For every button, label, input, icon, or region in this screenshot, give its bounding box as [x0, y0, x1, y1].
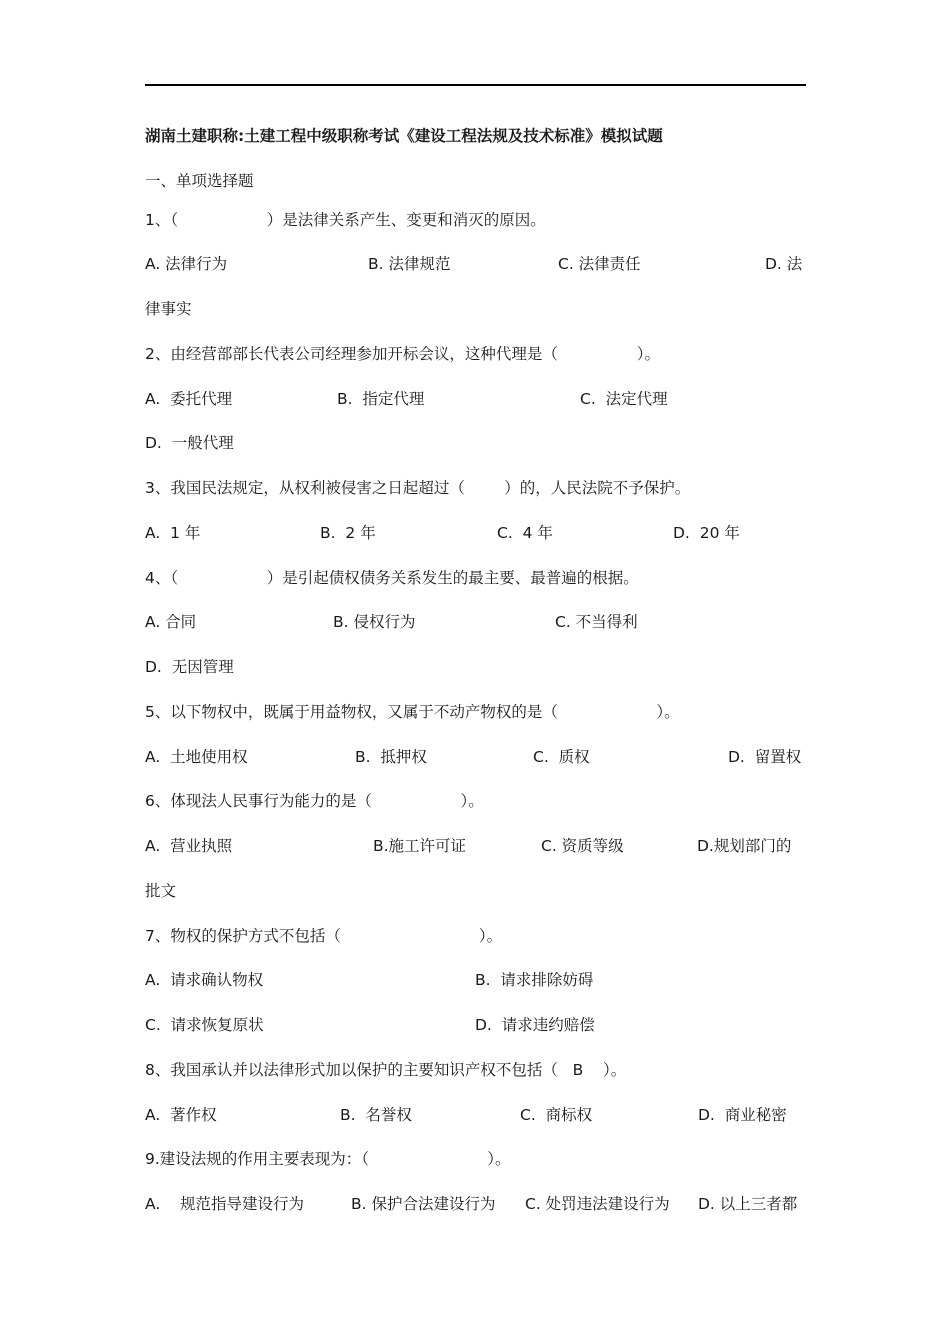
option-d: D. 留置权: [728, 748, 802, 766]
question-stem: 4、（ ）是引起债权债务关系发生的最主要、最普遍的根据。: [145, 569, 639, 587]
question-stem: 6、体现法人民事行为能力的是（ ）。: [145, 792, 484, 810]
option-a: A. 营业执照: [145, 837, 233, 855]
option-b: B. 指定代理: [337, 390, 425, 408]
section-heading: 一、单项选择题: [145, 172, 254, 190]
option-a: A. 请求确认物权: [145, 971, 264, 989]
question-stem: 9.建设法规的作用主要表现为：（ ）。: [145, 1150, 511, 1168]
option-c: C. 不当得利: [555, 613, 638, 631]
option-c: C. 质权: [533, 748, 590, 766]
option-c: C. 资质等级: [541, 837, 624, 855]
option-b: B. 法律规范: [368, 255, 451, 273]
option-c: C. 4 年: [497, 524, 553, 542]
header-rule: [145, 84, 806, 86]
option-c: C. 商标权: [520, 1106, 593, 1124]
option-b: B. 保护合法建设行为: [351, 1195, 496, 1213]
option-a: A. 委托代理: [145, 390, 233, 408]
option-a: A. 土地使用权: [145, 748, 248, 766]
option-d: D. 商业秘密: [698, 1106, 787, 1124]
option-b: B. 侵权行为: [333, 613, 416, 631]
option-d: D. 一般代理: [145, 434, 234, 452]
option-d: D. 法: [765, 255, 803, 273]
option-c: C. 法定代理: [580, 390, 668, 408]
option-d: D. 以上三者都: [698, 1195, 798, 1213]
option-a: A. 1 年: [145, 524, 201, 542]
option-a: A. 合同: [145, 613, 197, 631]
option-a: A. 规范指导建设行为: [145, 1195, 304, 1213]
option-d: D. 请求违约赔偿: [475, 1016, 595, 1034]
option-continuation: 批文: [145, 882, 177, 900]
question-stem: 5、以下物权中，既属于用益物权，又属于不动产物权的是（ ）。: [145, 703, 680, 721]
option-d: D. 20 年: [673, 524, 740, 542]
option-d: D.规划部门的: [697, 837, 792, 855]
question-stem: 2、由经营部部长代表公司经理参加开标会议，这种代理是（ ）。: [145, 345, 660, 363]
option-b: B. 2 年: [320, 524, 376, 542]
option-d: D. 无因管理: [145, 658, 234, 676]
option-continuation: 律事实: [145, 300, 192, 318]
question-stem: 1、（ ）是法律关系产生、变更和消灭的原因。: [145, 211, 546, 229]
option-b: B. 请求排除妨碍: [475, 971, 594, 989]
document-title: 湖南土建职称:土建工程中级职称考试《建设工程法规及技术标准》模拟试题: [145, 127, 663, 145]
option-b: B. 抵押权: [355, 748, 427, 766]
question-stem: 3、我国民法规定，从权利被侵害之日起超过（ ）的，人民法院不予保护。: [145, 479, 691, 497]
option-b: B.施工许可证: [373, 837, 467, 855]
option-a: A. 法律行为: [145, 255, 228, 273]
option-c: C. 请求恢复原状: [145, 1016, 264, 1034]
option-c: C. 处罚违法建设行为: [525, 1195, 670, 1213]
question-stem: 7、物权的保护方式不包括（ ）。: [145, 927, 503, 945]
option-b: B. 名誉权: [340, 1106, 412, 1124]
option-c: C. 法律责任: [558, 255, 641, 273]
question-stem: 8、我国承认并以法律形式加以保护的主要知识产权不包括（ B ）。: [145, 1061, 627, 1079]
option-a: A. 著作权: [145, 1106, 217, 1124]
